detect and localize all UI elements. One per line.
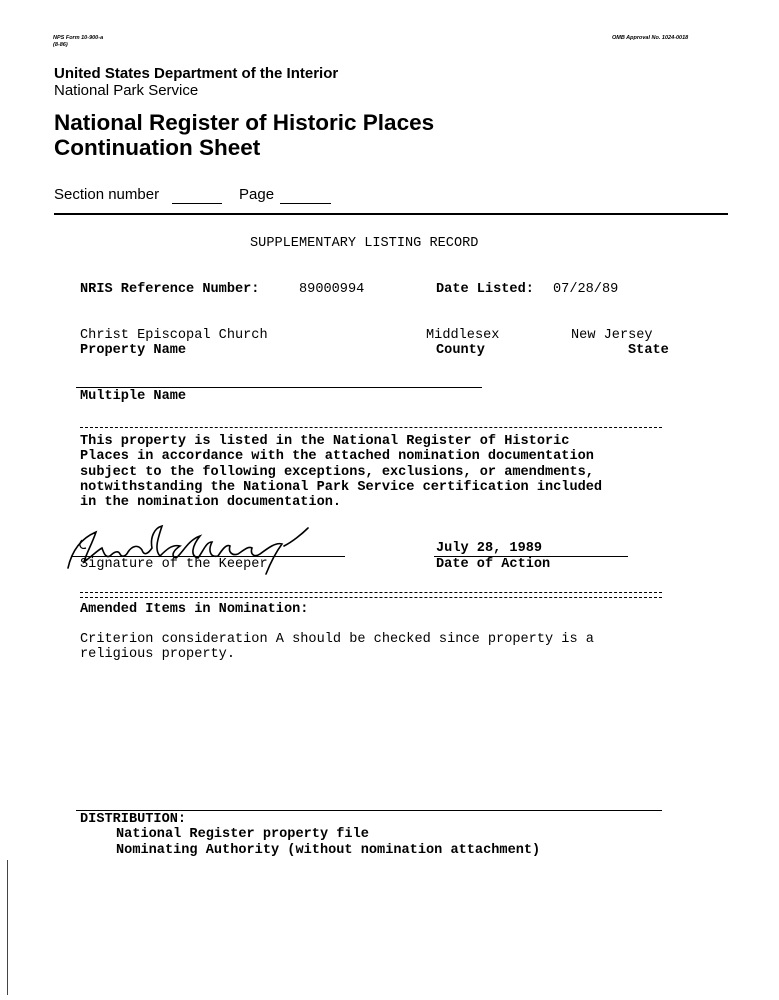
statement-line: in the nomination documentation. [80,495,342,510]
scan-edge-mark [7,860,8,995]
nris-value: 89000994 [299,282,365,297]
amended-item-line: religious property. [80,647,235,662]
service-name: National Park Service [54,82,199,99]
form-date: (8-86) [53,42,68,48]
page-title: National Register of Historic Places [54,110,435,135]
multiple-name-line [76,387,482,388]
statement-line: notwithstanding the National Park Service certification included [80,480,603,495]
date-listed-label: Date Listed: [436,282,534,297]
double-dashed-divider [80,592,662,598]
statement-line: Places in accordance with the attached nomination documentation [80,449,594,464]
section-number-blank [172,203,222,204]
dashed-divider [80,427,662,428]
action-date: July 28, 1989 [436,541,543,556]
state-value: New Jersey [571,328,653,343]
property-name-label: Property Name [80,343,187,358]
department-name: United States Department of the Interior [54,65,339,82]
county-label: County [436,343,485,358]
amended-item-line: Criterion consideration A should be checked since property is a [80,632,594,647]
distribution-item: National Register property file [116,827,369,842]
header-rule [54,213,728,215]
distribution-label: DISTRIBUTION: [80,812,187,827]
statement-line: This property is listed in the National Register of Historic [80,434,570,449]
county-value: Middlesex [426,328,500,343]
property-name: Christ Episcopal Church [80,328,268,343]
page-blank [280,203,331,204]
action-date-label: Date of Action [436,557,551,572]
amended-items-label: Amended Items in Nomination: [80,602,309,617]
distribution-line [76,810,662,811]
record-heading: SUPPLEMENTARY LISTING RECORD [250,236,479,251]
signature-label: Signature of the Keeper [80,557,268,572]
nris-label: NRIS Reference Number: [80,282,260,297]
date-listed-value: 07/28/89 [553,282,619,297]
multiple-name-label: Multiple Name [80,389,187,404]
omb-approval: OMB Approval No. 1024-0018 [612,35,689,41]
state-label: State [628,343,669,358]
statement-line: subject to the following exceptions, exclusions, or amendments, [80,465,594,480]
page-subtitle: Continuation Sheet [54,135,261,160]
page-label: Page [239,186,275,203]
form-number: NPS Form 10-900-a [53,35,104,41]
section-number-label: Section number [54,186,160,203]
distribution-item: Nominating Authority (without nomination attachment) [116,843,541,858]
